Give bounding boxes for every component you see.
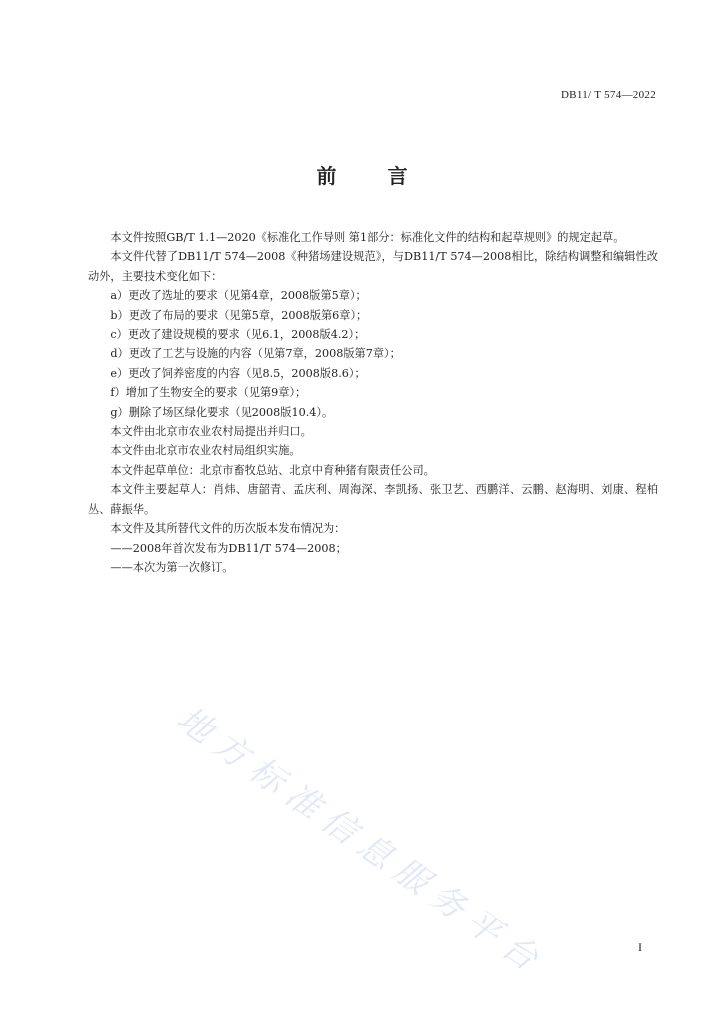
- document-code: DB11/ T 574—2022: [560, 89, 656, 101]
- change-item-b: b）更改了布局的要求（见第5章，2008版第6章）；: [110, 308, 368, 322]
- change-item-a: a）更改了选址的要求（见第4章，2008版第5章）；: [110, 289, 367, 303]
- paragraph-drafters: 本文件主要起草人：肖炜、唐韶青、孟庆利、周海深、李凯扬、张卫艺、西鹏洋、云鹏、赵海明、刘康、程柏丛、薛振华。: [88, 483, 658, 516]
- paragraph-proposer: 本文件由北京市农业农村局提出并归口。: [110, 425, 312, 439]
- paragraph-drafting-units: 本文件起草单位：北京市畜牧总站、北京中育种猪有限责任公司。: [110, 463, 435, 477]
- change-item-e: e）更改了饲养密度的内容（见8.5，2008版8.6）；: [110, 366, 366, 380]
- watermark: 地方标准信息服务平台: [169, 698, 553, 985]
- page-title: 前 言: [316, 164, 430, 188]
- preface-body: [88, 228, 658, 577]
- paragraph-history-intro: 本文件及其所替代文件的历次版本发布情况为：: [110, 522, 346, 536]
- change-item-d: d）更改了工艺与设施的内容（见第7章，2008版第7章）；: [110, 347, 401, 361]
- page-number: I: [638, 940, 642, 954]
- paragraph-replacement: 本文件代替了DB11/T 574—2008《种猪场建设规范》，与DB11/T 574—2008相比，除结构调整和编辑性改动外，主要技术变化如下：: [88, 250, 658, 283]
- paragraph-drafting-rules: 本文件按照GB/T 1.1—2020《标准化工作导则 第1部分：标准化文件的结构和起草规则》的规定起草。: [110, 231, 625, 244]
- history-item-current: ——本次为第一次修订。: [110, 560, 234, 574]
- change-item-c: c）更改了建设规模的要求（见6.1，2008版4.2）；: [110, 328, 366, 342]
- change-item-g: g）删除了场区绿化要求（见2008版10.4）。: [110, 405, 334, 419]
- history-item-2008: ——2008年首次发布为DB11/T 574—2008；: [110, 541, 347, 555]
- change-item-f: f）增加了生物安全的要求（见第9章）；: [110, 386, 307, 400]
- paragraph-implementer: 本文件由北京市农业农村局组织实施。: [110, 444, 301, 458]
